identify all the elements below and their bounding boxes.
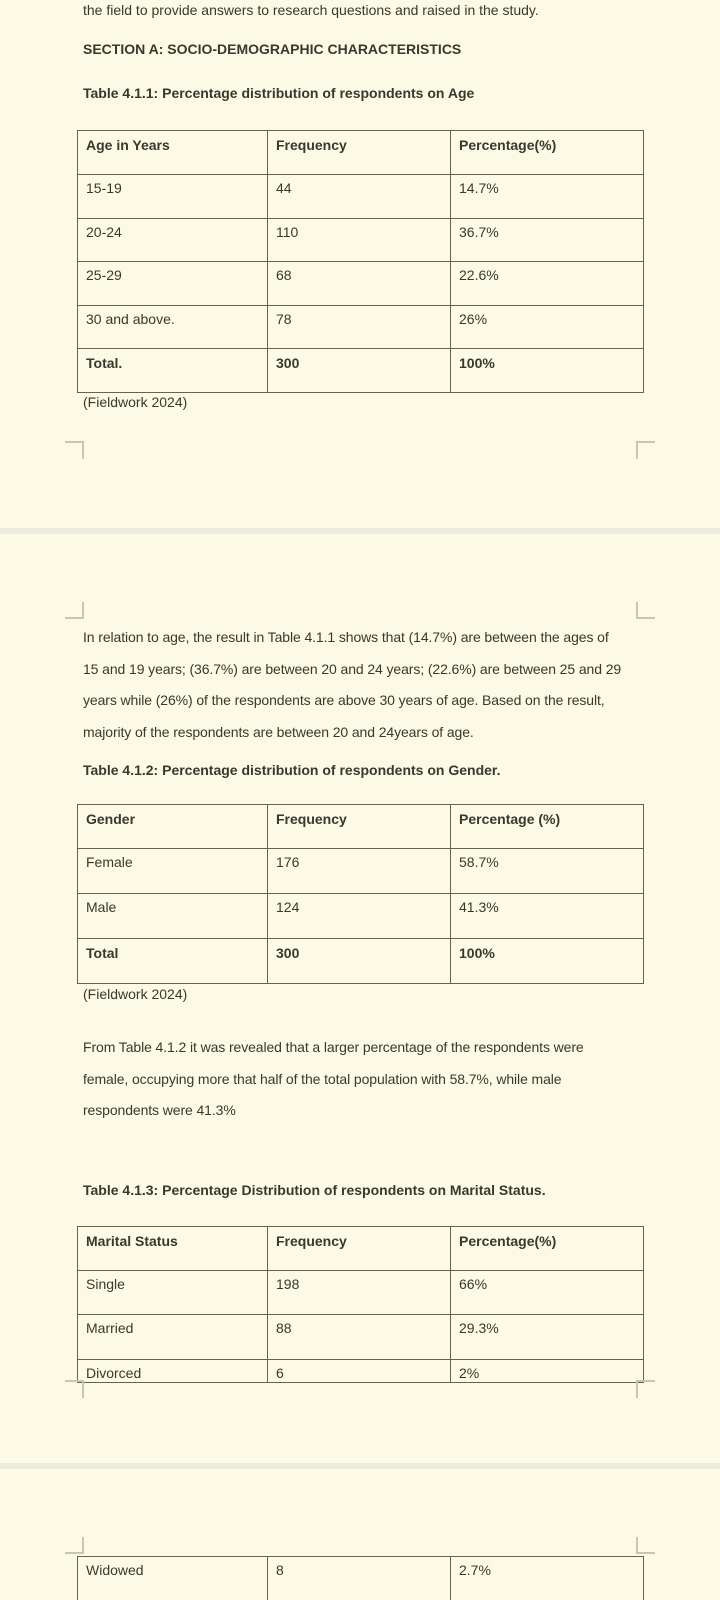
text-boundary-mark-top-left <box>65 602 84 619</box>
text-boundary-mark-top-right <box>636 1537 655 1554</box>
table-cell: Frequency <box>268 805 451 849</box>
age-analysis-paragraph <box>83 622 621 748</box>
table-cell: 66% <box>451 1271 644 1315</box>
gender-table-head <box>78 805 644 849</box>
table-cell: 29.3% <box>451 1315 644 1360</box>
text-line: 15 and 19 years; (36.7%) are between 20 and 24 years; (22.6%) are between 25 and 29 <box>83 660 622 677</box>
table-row <box>78 849 644 894</box>
table-cell: 15-19 <box>78 175 268 219</box>
gender-analysis-paragraph <box>83 1032 584 1127</box>
table-cell: Percentage (%) <box>451 805 644 849</box>
age-table <box>77 130 644 393</box>
table-cell: 30 and above. <box>78 305 268 349</box>
table-cell: Percentage(%) <box>451 1227 644 1271</box>
table-row <box>78 218 644 262</box>
table-row <box>78 305 644 349</box>
table-total-row <box>78 349 644 393</box>
age-table-body <box>78 175 644 349</box>
marital-table-body <box>78 1271 644 1383</box>
text-line: female, occupying more that half of the total population with 58.7%, while male <box>83 1070 562 1087</box>
table-cell: Frequency <box>268 131 451 175</box>
table-cell: 68 <box>268 262 451 306</box>
document-page-1 <box>0 0 720 528</box>
table-cell: 300 <box>268 349 451 393</box>
gender-table-foot <box>78 939 644 984</box>
table-cell: Single <box>78 1271 268 1315</box>
table-caption-4-1-3: Table 4.1.3: Percentage Distribution of respondents on Marital Status. <box>83 1182 546 1198</box>
table-total-row <box>78 939 644 984</box>
table-row <box>78 1315 644 1360</box>
text-boundary-mark-top-left <box>65 1537 84 1554</box>
text-line: From Table 4.1.2 it was revealed that a larger percentage of the respondents were <box>83 1039 584 1055</box>
table-cell: Total <box>78 939 268 984</box>
table-cell: Age in Years <box>78 131 268 175</box>
document-page-3 <box>0 1469 720 1600</box>
table-cell: Frequency <box>268 1227 451 1271</box>
table-cell: Divorced <box>78 1360 268 1383</box>
table-cell: 110 <box>268 218 451 262</box>
table-cell: 2% <box>451 1360 644 1383</box>
table-cell: 44 <box>268 175 451 219</box>
table-cell: Percentage(%) <box>451 131 644 175</box>
table-caption-4-1-1: Table 4.1.1: Percentage distribution of respondents on Age <box>83 85 475 101</box>
marital-status-table-continued <box>77 1556 644 1600</box>
marital-status-table <box>77 1226 644 1383</box>
table-cell: Total. <box>78 349 268 393</box>
table-cell: 100% <box>451 939 644 984</box>
table-cell: 88 <box>268 1315 451 1360</box>
text-boundary-mark-top-right <box>636 602 655 619</box>
table-cell: 41.3% <box>451 894 644 939</box>
section-heading: SECTION A: SOCIO-DEMOGRAPHIC CHARACTERISTICS <box>83 41 462 57</box>
text-line: majority of the respondents are between 20 and 24years of age. <box>83 723 474 740</box>
table-row <box>78 1557 644 1600</box>
text-boundary-mark-bottom-left <box>65 1380 84 1398</box>
table-cell: Widowed <box>78 1557 268 1600</box>
age-table-head <box>78 131 644 175</box>
text-line: In relation to age, the result in Table 4.1.1 shows that (14.7%) are between the ages of <box>83 629 609 645</box>
table-cell: 2.7% <box>451 1557 644 1600</box>
text-line: years while (26%) of the respondents are above 30 years of age. Based on the result, <box>83 692 605 709</box>
text-boundary-mark-bottom-right <box>636 441 655 459</box>
table-cell: Male <box>78 894 268 939</box>
marital-table-continued-body <box>78 1557 644 1600</box>
table-cell: 14.7% <box>451 175 644 219</box>
text-boundary-mark-bottom-left <box>65 441 84 459</box>
text-boundary-mark-bottom-right <box>636 1380 655 1398</box>
table-cell: 78 <box>268 305 451 349</box>
table-header-row <box>78 131 644 175</box>
table-cell: Marital Status <box>78 1227 268 1271</box>
table-cell: Gender <box>78 805 268 849</box>
table-cell: 58.7% <box>451 849 644 894</box>
table-row <box>78 894 644 939</box>
source-note: (Fieldwork 2024) <box>83 394 188 410</box>
table-row <box>78 1360 644 1383</box>
table-cell: 124 <box>268 894 451 939</box>
paragraph-line: the field to provide answers to research questions and raised in the study. <box>83 2 539 18</box>
table-row <box>78 175 644 219</box>
source-note: (Fieldwork 2024) <box>83 986 188 1002</box>
table-cell: 25-29 <box>78 262 268 306</box>
table-cell: 36.7% <box>451 218 644 262</box>
table-caption-4-1-2: Table 4.1.2: Percentage distribution of respondents on Gender. <box>83 762 501 778</box>
age-table-foot <box>78 349 644 393</box>
table-header-row <box>78 805 644 849</box>
gender-table-body <box>78 849 644 939</box>
table-cell: 100% <box>451 349 644 393</box>
table-row <box>78 1271 644 1315</box>
text-line: respondents were 41.3% <box>83 1102 236 1119</box>
table-cell: 26% <box>451 305 644 349</box>
table-cell: Married <box>78 1315 268 1360</box>
gender-table <box>77 804 644 984</box>
document-page-2 <box>0 534 720 1463</box>
marital-table-head <box>78 1227 644 1271</box>
table-cell: 6 <box>268 1360 451 1383</box>
table-cell: 20-24 <box>78 218 268 262</box>
table-cell: 22.6% <box>451 262 644 306</box>
table-row <box>78 262 644 306</box>
table-cell: 176 <box>268 849 451 894</box>
table-cell: 300 <box>268 939 451 984</box>
table-header-row <box>78 1227 644 1271</box>
table-cell: 8 <box>268 1557 451 1600</box>
table-cell: Female <box>78 849 268 894</box>
table-cell: 198 <box>268 1271 451 1315</box>
